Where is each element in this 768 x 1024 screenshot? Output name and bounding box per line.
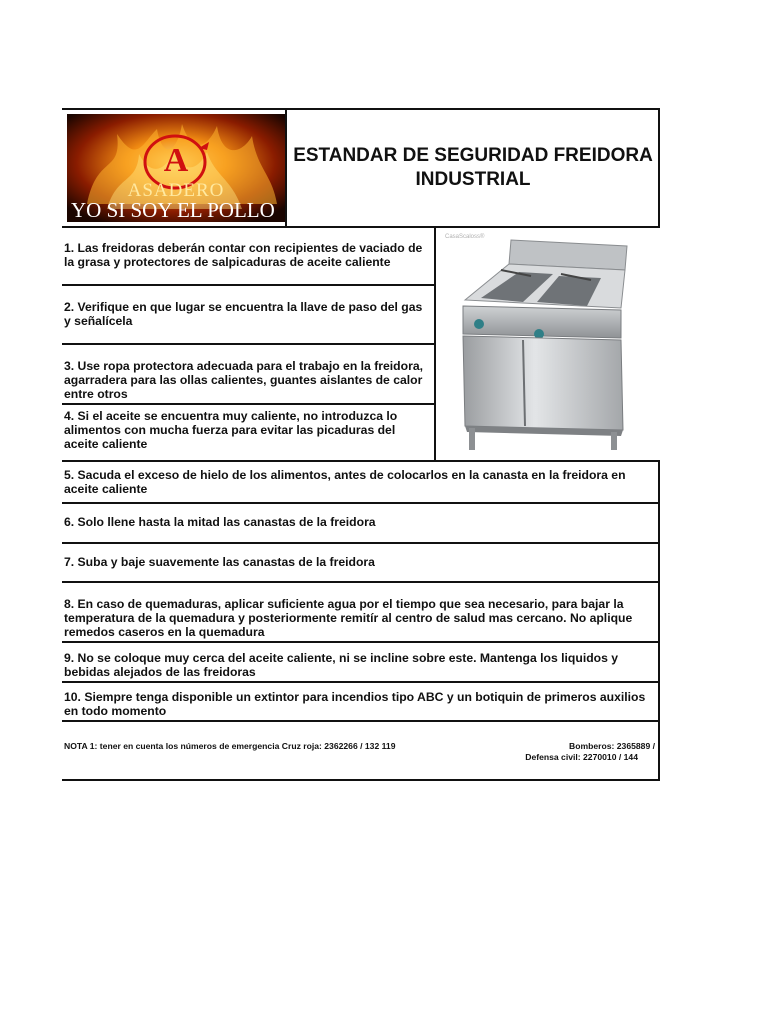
fryer-photo xyxy=(441,230,653,456)
logo-slogan: YO SI SOY EL POLLO xyxy=(71,198,275,222)
logo-brand: ASADERO xyxy=(127,180,225,201)
emergency-civil-defense: Defensa civil: 2270010 / 144 xyxy=(525,752,638,762)
safety-item-9: 9. No se coloque muy cerca del aceite caliente, ni se incline sobre este. Mantenga los liquidos y bebidas alejados de las freidoras xyxy=(64,651,619,679)
emergency-firefighters: Bomberos: 2365889 / xyxy=(569,741,655,751)
industrial-fryer-image xyxy=(441,230,653,456)
safety-item-5: 5. Sacuda el exceso de hielo de los alimentos, antes de colocarlos en la canasta en la freidora en aceite caliente xyxy=(64,468,626,496)
emergency-note: NOTA 1: tener en cuenta los números de emergencia Cruz roja: 2362266 / 132 119 xyxy=(64,741,396,751)
company-logo xyxy=(67,114,285,222)
safety-item-6: 6. Solo llene hasta la mitad las canastas de la freidora xyxy=(64,515,376,529)
safety-item-1: 1. Las freidoras deberán contar con recipientes de vaciado de la grasa y protectores de salpicaduras de aceite caliente xyxy=(64,241,423,269)
safety-item-7: 7. Suba y baje suavemente las canastas de la freidora xyxy=(64,555,375,569)
photo-watermark: CasaScaloss® xyxy=(445,234,485,240)
safety-item-8: 8. En caso de quemaduras, aplicar suficiente agua por el tiempo que sea necesario, para bajar la temperatura de la quemadura y posteriormente remitír al centro de salud mas cercano. No aplique remedos caseros en la quemadura xyxy=(64,597,633,639)
logo-monogram: A xyxy=(163,142,189,179)
page-title: ESTANDAR DE SEGURIDAD FREIDORA INDUSTRIAL xyxy=(293,145,653,190)
safety-item-10: 10. Siempre tenga disponible un extintor para incendios tipo ABC y un botiquin de primeros auxilios en todo momento xyxy=(64,690,646,718)
safety-item-4: 4. Si el aceite se encuentra muy caliente, no introduzca lo alimentos con mucha fuerza para evitar las picaduras del aceite caliente xyxy=(64,409,398,451)
safety-item-3: 3. Use ropa protectora adecuada para el trabajo en la freidora, agarradera para las ollas calientes, guantes aislantes de calor entre otros xyxy=(64,359,423,401)
safety-item-2: 2. Verifique en que lugar se encuentra la llave de paso del gas y señalícela xyxy=(64,300,423,328)
